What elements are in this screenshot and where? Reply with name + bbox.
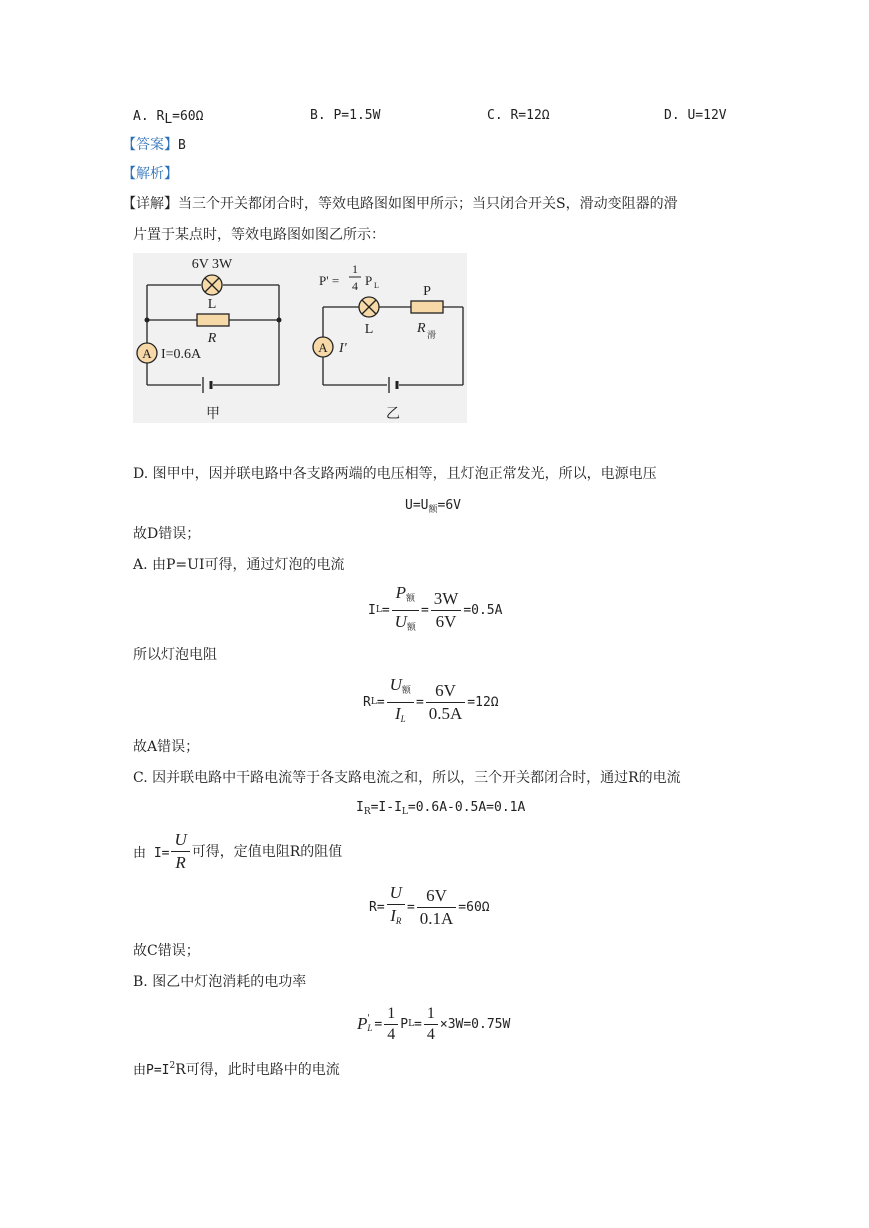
svg-text:A: A: [318, 340, 328, 355]
ohm-law-line: 由 I= $\frac{U}{R}$ 可得，定值电阻R的阻值: [133, 829, 343, 872]
branch-current-equation: $I_R=I-I_L=0.6A-0.5A=0.1A$: [356, 800, 526, 817]
slider-label: P: [423, 284, 431, 299]
lamp-resistance-equation: R L = $\frac{U_额}{I_L}$ = $\frac{6V}{0.5A}$ =12Ω: [363, 675, 499, 724]
option-a: A. RL=60Ω: [133, 109, 204, 127]
junction-dot: [145, 318, 150, 323]
option-c: C. R=12Ω: [487, 108, 550, 123]
caption-jia: 甲: [206, 407, 220, 422]
detail-line-2: 片置于某点时，等效电路图如图乙所示：: [133, 227, 385, 243]
circuit-figure: [133, 253, 467, 423]
caption-yi: 乙: [386, 407, 400, 422]
current-label: I=0.6A: [161, 347, 202, 362]
part-d-text: D. 图甲中，因并联电路中各支路两端的电压相等，且灯泡正常发光，所以，电源电压: [133, 466, 657, 482]
answer-value: B: [178, 138, 186, 153]
svg-text:1: 1: [352, 262, 358, 276]
part-a-text: A. 由P=UI可得，通过灯泡的电流: [133, 557, 345, 573]
resistor-label: R: [207, 331, 217, 346]
power-label: P' =: [319, 273, 340, 288]
svg-text:L: L: [374, 281, 379, 290]
lamp-label: L: [207, 297, 217, 312]
bulb-rating-label: 6V 3W: [191, 257, 233, 272]
svg-text:4: 4: [352, 279, 358, 293]
part-d-equation: $U=U_额=6V$: [405, 498, 461, 515]
circuit-diagrams: [133, 253, 467, 423]
svg-text:滑: 滑: [427, 330, 437, 340]
svg-text:P: P: [365, 273, 373, 288]
option-b: B. P=1.5W: [310, 108, 381, 123]
lamp-label: L: [364, 322, 374, 337]
answer-label: 【答案】: [122, 137, 178, 153]
resistance-equation: R= $\frac{U}{I_R}$ = $\frac{6V}{0.1A}$ =60Ω: [369, 883, 490, 928]
current-label: I': [339, 341, 347, 356]
analysis-label: 【解析】: [122, 166, 178, 182]
power-equation: P ' L = $\frac{1}{4}$ P L = $\frac{1}{4}$ ×3W=0.75W: [357, 1004, 511, 1043]
answer-line: [122, 135, 186, 156]
rheostat-label: R: [417, 321, 426, 336]
part-c-conclusion: 故C错误；: [133, 943, 200, 959]
svg-text:A: A: [142, 346, 152, 361]
part-b-text: B. 图乙中灯泡消耗的电功率: [133, 974, 307, 990]
junction-dot: [277, 318, 282, 323]
option-d: D. U=12V: [664, 108, 727, 123]
part-d-conclusion: 故D错误；: [133, 526, 201, 542]
part-c-text: C. 因并联电路中干路电流等于各支路电流之和，所以，三个开关都闭合时，通过R的电流: [133, 770, 681, 786]
resistor-icon: [197, 314, 229, 326]
rheostat-icon: [411, 301, 443, 313]
lamp-resistance-text: 所以灯泡电阻: [133, 647, 217, 663]
detail-line-1: 【详解】当三个开关都闭合时，等效电路图如图甲所示；当只闭合开关S，滑动变阻器的滑: [122, 196, 678, 212]
part-a-conclusion: 故A错误；: [133, 739, 200, 755]
current-equation: I L = $\frac{P_额}{U_额}$ = $\frac{3W}{6V}$ =0.5A: [368, 582, 503, 633]
part-b-last-line: 由$P=I^2R$可得，此时电路中的电流: [133, 1061, 340, 1078]
